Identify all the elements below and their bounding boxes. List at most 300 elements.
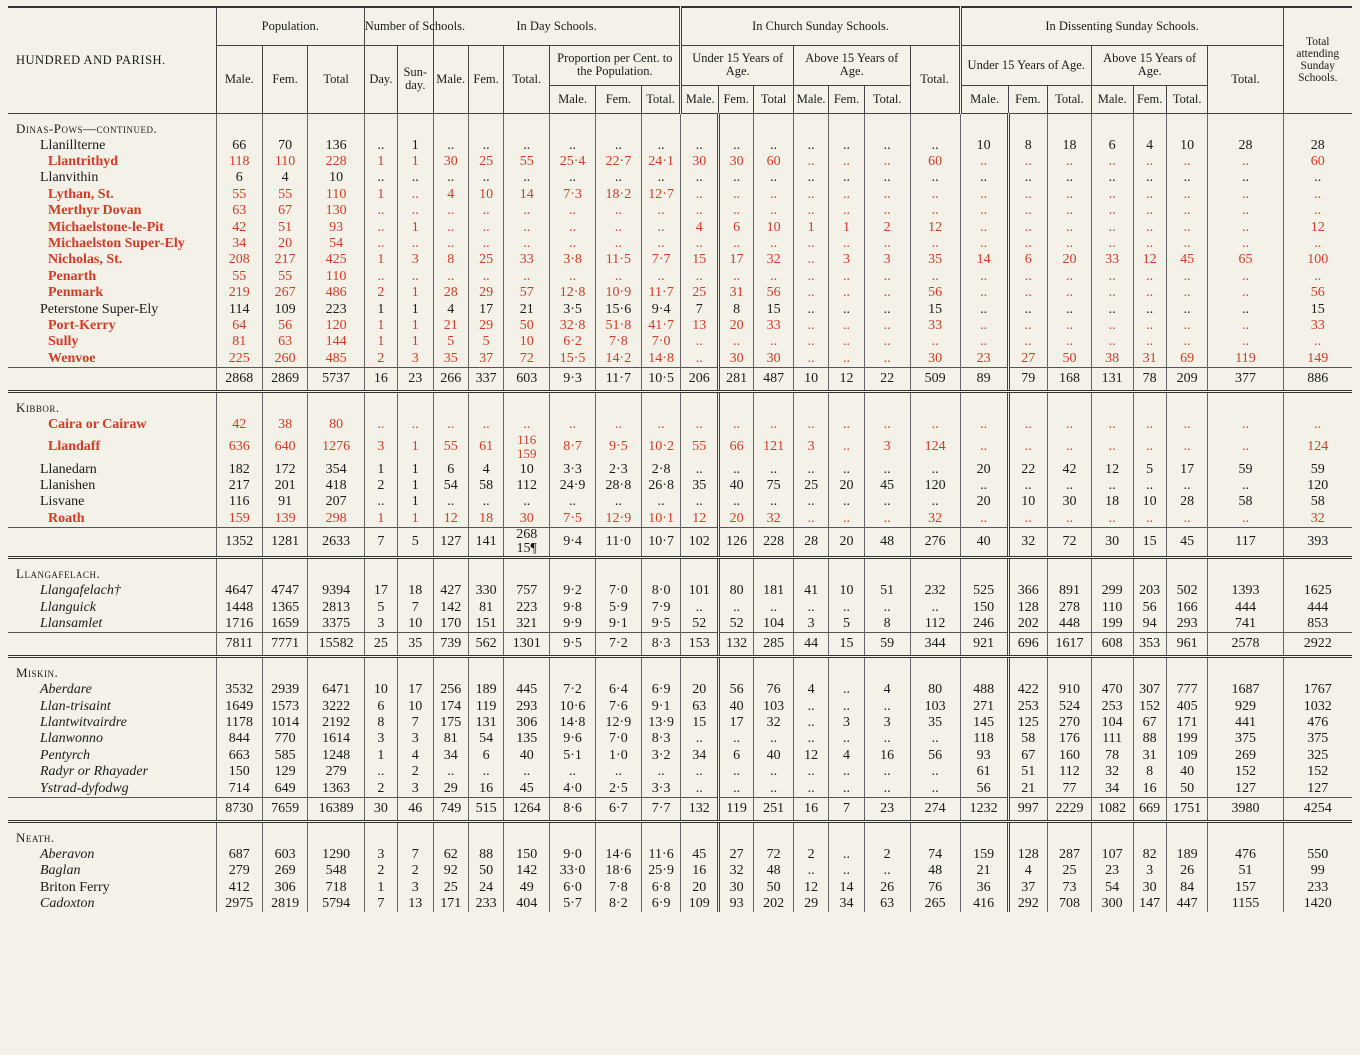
table-cell: .. — [793, 252, 828, 268]
table-cell — [308, 391, 364, 417]
table-row — [8, 880, 1352, 896]
table-cell: 300 — [1091, 896, 1133, 912]
table-row — [8, 764, 1352, 780]
table-cell — [1166, 657, 1208, 683]
table-cell: 30 — [754, 351, 794, 368]
da-fem-header: Fem. — [1133, 85, 1166, 113]
table-cell: 42 — [1048, 461, 1092, 477]
table-cell: .. — [1008, 433, 1048, 461]
table-cell: 119 — [468, 698, 503, 714]
parish-name — [8, 682, 216, 698]
table-cell: .. — [754, 236, 794, 252]
table-cell: 21 — [1008, 780, 1048, 797]
dissent-under15-header: Under 15 Years of Age. — [960, 45, 1091, 85]
table-cell: 256 — [433, 682, 468, 698]
table-cell: 10 — [1133, 494, 1166, 510]
table-cell: .. — [1008, 170, 1048, 186]
table-cell: 52 — [718, 616, 753, 633]
table-cell: 3 — [398, 351, 433, 368]
table-cell: 470 — [1091, 682, 1133, 698]
table-cell: 7 — [681, 301, 719, 317]
table-cell: 7 — [829, 797, 864, 821]
table-cell: 1767 — [1283, 682, 1352, 698]
table-cell: .. — [718, 764, 753, 780]
parish-name — [8, 863, 216, 879]
table-cell: 10·1 — [641, 511, 681, 528]
table-cell: 176 — [1048, 731, 1092, 747]
table-cell: 35 — [398, 633, 433, 657]
table-row — [8, 351, 1352, 368]
table-cell: .. — [718, 170, 753, 186]
table-cell: 117 — [1208, 527, 1283, 557]
table-cell: 777 — [1166, 682, 1208, 698]
table-cell: 306 — [262, 880, 308, 896]
totals-label — [8, 367, 216, 391]
du-fem-header: Fem. — [1008, 85, 1048, 113]
table-cell: 34 — [216, 236, 262, 252]
table-cell: 1·0 — [595, 748, 641, 764]
table-cell: .. — [1133, 219, 1166, 235]
table-cell: 669 — [1133, 797, 1166, 821]
table-cell: 292 — [1008, 896, 1048, 912]
table-cell — [960, 557, 1008, 583]
table-cell: .. — [1048, 170, 1092, 186]
table-cell — [1208, 113, 1283, 138]
table-cell: 23 — [398, 367, 433, 391]
parish-name — [8, 511, 216, 528]
table-cell: 33 — [1283, 318, 1352, 334]
table-cell: 377 — [1208, 367, 1283, 391]
table-cell: 32 — [1283, 511, 1352, 528]
parish-name-text: Penarth — [48, 268, 97, 284]
table-cell: .. — [829, 203, 864, 219]
table-cell: 181 — [754, 583, 794, 599]
table-cell: 56 — [754, 285, 794, 301]
dissent-above15-header: Above 15 Years of Age. — [1091, 45, 1208, 85]
table-cell — [718, 657, 753, 683]
table-cell: .. — [793, 334, 828, 350]
table-cell: .. — [754, 780, 794, 797]
table-cell: 172 — [262, 461, 308, 477]
table-cell: 3 — [364, 433, 397, 461]
table-cell: .. — [398, 417, 433, 433]
table-cell: .. — [1208, 511, 1283, 528]
table-cell: 7·0 — [641, 334, 681, 350]
parish-name-text: Llan-trisaint — [40, 698, 111, 714]
table-cell: 228 — [754, 527, 794, 557]
table-cell — [433, 657, 468, 683]
table-cell — [1166, 391, 1208, 417]
table-cell — [216, 657, 262, 683]
table-cell: .. — [960, 478, 1008, 494]
ca-male-header: Male. — [793, 85, 828, 113]
table-cell: .. — [864, 154, 910, 170]
table-cell: 56 — [1283, 285, 1352, 301]
table-cell: .. — [550, 494, 596, 510]
table-cell: .. — [550, 219, 596, 235]
table-cell: 749 — [433, 797, 468, 821]
table-cell: .. — [829, 461, 864, 477]
table-cell: 404 — [504, 896, 550, 912]
table-cell: 88 — [1133, 731, 1166, 747]
table-cell — [1166, 113, 1208, 138]
table-cell: 4 — [1133, 138, 1166, 154]
table-cell: 14·6 — [595, 847, 641, 863]
table-cell: .. — [1166, 433, 1208, 461]
day-fem-header: Fem. — [468, 45, 503, 113]
hundred-row — [8, 557, 1352, 583]
table-cell: 135 — [504, 731, 550, 747]
table-cell — [504, 391, 550, 417]
table-cell: .. — [960, 417, 1008, 433]
table-cell: 67 — [262, 203, 308, 219]
table-cell: 274 — [910, 797, 960, 821]
table-cell: 6·0 — [550, 880, 596, 896]
table-row — [8, 154, 1352, 170]
table-cell — [308, 821, 364, 847]
table-cell: 150 — [216, 764, 262, 780]
table-cell: 608 — [1091, 633, 1133, 657]
table-cell: 12 — [910, 219, 960, 235]
table-cell: 13 — [398, 896, 433, 912]
table-cell: .. — [1091, 203, 1133, 219]
table-cell: 16 — [681, 863, 719, 879]
table-cell — [1208, 557, 1283, 583]
table-cell: 1352 — [216, 527, 262, 557]
pop-fem-header: Fem. — [262, 45, 308, 113]
table-cell: 11·6 — [641, 847, 681, 863]
table-cell: .. — [504, 170, 550, 186]
table-cell: .. — [910, 764, 960, 780]
table-cell: 2 — [364, 351, 397, 368]
table-cell: 3 — [364, 616, 397, 633]
table-cell: .. — [793, 417, 828, 433]
table-cell: .. — [681, 187, 719, 203]
table-cell: .. — [718, 417, 753, 433]
parish-name — [8, 170, 216, 186]
table-cell — [1133, 821, 1166, 847]
table-cell: .. — [1048, 301, 1092, 317]
table-cell: 20 — [718, 511, 753, 528]
table-cell: 15 — [1283, 301, 1352, 317]
table-cell: 203 — [1133, 583, 1166, 599]
table-cell: .. — [864, 285, 910, 301]
table-cell: .. — [1091, 187, 1133, 203]
table-cell: 307 — [1133, 682, 1166, 698]
table-cell: 94 — [1133, 616, 1166, 633]
da-male-header: Male. — [1091, 85, 1133, 113]
table-cell: 15 — [1133, 527, 1166, 557]
table-cell: 17 — [718, 715, 753, 731]
table-cell — [829, 391, 864, 417]
table-cell — [595, 391, 641, 417]
table-cell: 444 — [1283, 599, 1352, 615]
table-row — [8, 236, 1352, 252]
table-cell: 55 — [433, 433, 468, 461]
table-cell: 7·3 — [550, 187, 596, 203]
table-cell — [910, 391, 960, 417]
prop-male-header: Male. — [550, 85, 596, 113]
table-cell: .. — [1166, 236, 1208, 252]
table-cell: 30 — [504, 511, 550, 528]
table-cell: .. — [681, 599, 719, 615]
table-cell: .. — [641, 170, 681, 186]
table-cell: 337 — [468, 367, 503, 391]
table-cell — [754, 391, 794, 417]
table-cell: 32 — [910, 511, 960, 528]
table-cell: .. — [910, 417, 960, 433]
table-cell — [504, 821, 550, 847]
table-cell: 2 — [398, 764, 433, 780]
table-row — [8, 863, 1352, 879]
table-cell: .. — [864, 187, 910, 203]
parish-name-text: Wenvoe — [48, 350, 96, 366]
table-cell: 3 — [829, 252, 864, 268]
table-cell: 233 — [468, 896, 503, 912]
table-cell: 525 — [960, 583, 1008, 599]
table-cell: 253 — [1091, 698, 1133, 714]
hundred-name: Miskin. — [16, 665, 59, 681]
parish-name-text: Llansamlet — [40, 615, 103, 631]
table-cell: 1 — [364, 318, 397, 334]
table-cell: 27 — [1008, 351, 1048, 368]
hundred-name: Neath. — [16, 829, 55, 845]
table-cell: 1649 — [216, 698, 262, 714]
parish-name-text: Llanguick — [40, 599, 96, 615]
day-male-header: Male. — [433, 45, 468, 113]
table-cell: 24 — [468, 880, 503, 896]
table-cell: 45 — [1166, 252, 1208, 268]
table-cell: 486 — [308, 285, 364, 301]
table-cell: 57 — [504, 285, 550, 301]
table-cell: 14 — [960, 252, 1008, 268]
table-cell: 33 — [754, 318, 794, 334]
table-cell: 416 — [960, 896, 1008, 912]
table-cell: 168 — [1048, 367, 1092, 391]
table-cell — [1048, 391, 1092, 417]
table-cell: 119 — [718, 797, 753, 821]
hundred-row — [8, 113, 1352, 138]
table-cell: 33 — [504, 252, 550, 268]
table-cell: .. — [681, 731, 719, 747]
in-dissenting-sunday-schools-header: In Dissenting Sunday Schools. — [960, 7, 1283, 45]
table-cell: .. — [718, 334, 753, 350]
table-cell: .. — [910, 599, 960, 615]
table-cell: 69 — [1166, 351, 1208, 368]
parish-name — [8, 764, 216, 780]
table-cell: 63 — [262, 334, 308, 350]
table-cell: .. — [960, 511, 1008, 528]
table-cell: .. — [718, 187, 753, 203]
table-cell: 66 — [718, 433, 753, 461]
table-cell: .. — [793, 236, 828, 252]
table-cell: .. — [754, 170, 794, 186]
table-cell: 476 — [1283, 715, 1352, 731]
pop-male-header: Male. — [216, 45, 262, 113]
table-cell: .. — [864, 731, 910, 747]
table-cell: 418 — [308, 478, 364, 494]
table-cell: 5 — [398, 527, 433, 557]
table-cell: 9·4 — [641, 301, 681, 317]
table-cell: .. — [681, 780, 719, 797]
table-cell: 9·5 — [641, 616, 681, 633]
table-cell: 58 — [468, 478, 503, 494]
table-cell: .. — [1048, 318, 1092, 334]
table-cell: 1232 — [960, 797, 1008, 821]
table-cell: .. — [910, 461, 960, 477]
table-cell: .. — [910, 334, 960, 350]
table-cell: 14 — [829, 880, 864, 896]
table-row — [8, 417, 1352, 433]
table-cell: .. — [1208, 334, 1283, 350]
table-cell: .. — [1208, 269, 1283, 285]
parish-name-text: Radyr or Rhayader — [40, 764, 149, 780]
table-cell: .. — [1283, 417, 1352, 433]
table-cell: 20 — [960, 494, 1008, 510]
table-cell: .. — [960, 203, 1008, 219]
table-cell: 1032 — [1283, 698, 1352, 714]
table-cell: .. — [793, 138, 828, 154]
table-cell: 56 — [910, 285, 960, 301]
table-cell: .. — [829, 433, 864, 461]
table-cell — [641, 557, 681, 583]
table-cell: .. — [718, 780, 753, 797]
table-cell: 2·3 — [595, 461, 641, 477]
table-cell: 5 — [364, 599, 397, 615]
parish-name — [8, 301, 216, 317]
table-cell — [754, 821, 794, 847]
table-cell: 55 — [681, 433, 719, 461]
table-cell: 2 — [864, 847, 910, 863]
table-cell: 8·6 — [550, 797, 596, 821]
table-cell: .. — [550, 236, 596, 252]
table-cell: 2229 — [1048, 797, 1092, 821]
table-cell: 171 — [1166, 715, 1208, 731]
parish-name — [8, 698, 216, 714]
table-cell — [960, 391, 1008, 417]
table-cell: 33 — [910, 318, 960, 334]
table-cell: 174 — [433, 698, 468, 714]
table-cell: .. — [1091, 236, 1133, 252]
table-cell — [1008, 657, 1048, 683]
table-cell: 3·3 — [550, 461, 596, 477]
table-cell: 741 — [1208, 616, 1283, 633]
table-cell — [1091, 113, 1133, 138]
table-cell: .. — [1166, 269, 1208, 285]
table-cell: .. — [1008, 334, 1048, 350]
table-cell: 636 — [216, 433, 262, 461]
table-cell: 279 — [216, 863, 262, 879]
table-cell: .. — [910, 236, 960, 252]
table-cell: 225 — [216, 351, 262, 368]
table-row — [8, 285, 1352, 301]
table-cell: 93 — [718, 896, 753, 912]
table-cell: 107 — [1091, 847, 1133, 863]
table-cell: .. — [550, 138, 596, 154]
table-cell — [910, 657, 960, 683]
table-cell: 3 — [793, 433, 828, 461]
parish-name — [8, 252, 216, 268]
table-cell: 6 — [433, 461, 468, 477]
table-cell: 1420 — [1283, 896, 1352, 912]
table-cell: .. — [1208, 219, 1283, 235]
table-cell: 6·8 — [641, 880, 681, 896]
table-cell: .. — [1008, 511, 1048, 528]
table-cell: .. — [1208, 478, 1283, 494]
table-cell: .. — [718, 203, 753, 219]
ca-total-header: Total. — [864, 85, 910, 113]
table-cell — [681, 557, 719, 583]
table-cell: .. — [829, 301, 864, 317]
table-cell: 153 — [681, 633, 719, 657]
parish-name-text: Caira or Cairaw — [48, 417, 147, 433]
table-cell — [550, 113, 596, 138]
table-cell: .. — [364, 138, 397, 154]
hundred-and-parish-header: HUNDRED AND PARISH. — [8, 7, 216, 113]
table-cell: 45 — [504, 780, 550, 797]
table-row — [8, 301, 1352, 317]
table-cell: .. — [364, 236, 397, 252]
parish-name-text: Merthyr Dovan — [48, 203, 142, 219]
table-cell — [468, 557, 503, 583]
parish-name-text: Llanillterne — [40, 137, 106, 153]
table-cell: 127 — [1283, 780, 1352, 797]
table-cell: 78 — [1091, 748, 1133, 764]
table-cell: 91 — [262, 494, 308, 510]
table-cell: 4 — [681, 219, 719, 235]
table-cell — [1008, 113, 1048, 138]
table-cell: 1 — [364, 334, 397, 350]
table-cell: 33 — [1091, 252, 1133, 268]
table-cell: 891 — [1048, 583, 1092, 599]
table-cell: 66 — [216, 138, 262, 154]
table-cell: 118 — [216, 154, 262, 170]
table-cell: .. — [718, 731, 753, 747]
table-cell: 20 — [681, 880, 719, 896]
table-cell: 28·8 — [595, 478, 641, 494]
table-cell: 65 — [1208, 252, 1283, 268]
table-cell — [1133, 113, 1166, 138]
table-cell: .. — [1133, 478, 1166, 494]
table-cell: 393 — [1283, 527, 1352, 557]
table-cell: 1751 — [1166, 797, 1208, 821]
table-cell: 4 — [1008, 863, 1048, 879]
table-cell: 29 — [468, 285, 503, 301]
table-cell: 649 — [262, 780, 308, 797]
table-cell: 152 — [1208, 764, 1283, 780]
table-cell: .. — [1008, 219, 1048, 235]
table-cell: 124 — [910, 433, 960, 461]
table-cell: .. — [793, 715, 828, 731]
table-cell: 56 — [910, 748, 960, 764]
table-cell: 219 — [216, 285, 262, 301]
table-cell: .. — [910, 731, 960, 747]
table-cell: 269 — [262, 863, 308, 879]
table-cell: 12·9 — [595, 511, 641, 528]
table-cell: 233 — [1283, 880, 1352, 896]
table-cell: .. — [1133, 301, 1166, 317]
table-cell: 52 — [681, 616, 719, 633]
table-cell: 16 — [793, 797, 828, 821]
table-cell: 202 — [1008, 616, 1048, 633]
parish-name-text: Llanvithin — [40, 170, 99, 186]
table-cell — [308, 113, 364, 138]
table-cell — [960, 113, 1008, 138]
table-cell: 10 — [364, 682, 397, 698]
table-cell: .. — [793, 764, 828, 780]
table-cell: 29 — [433, 780, 468, 797]
table-cell: 199 — [1166, 731, 1208, 747]
